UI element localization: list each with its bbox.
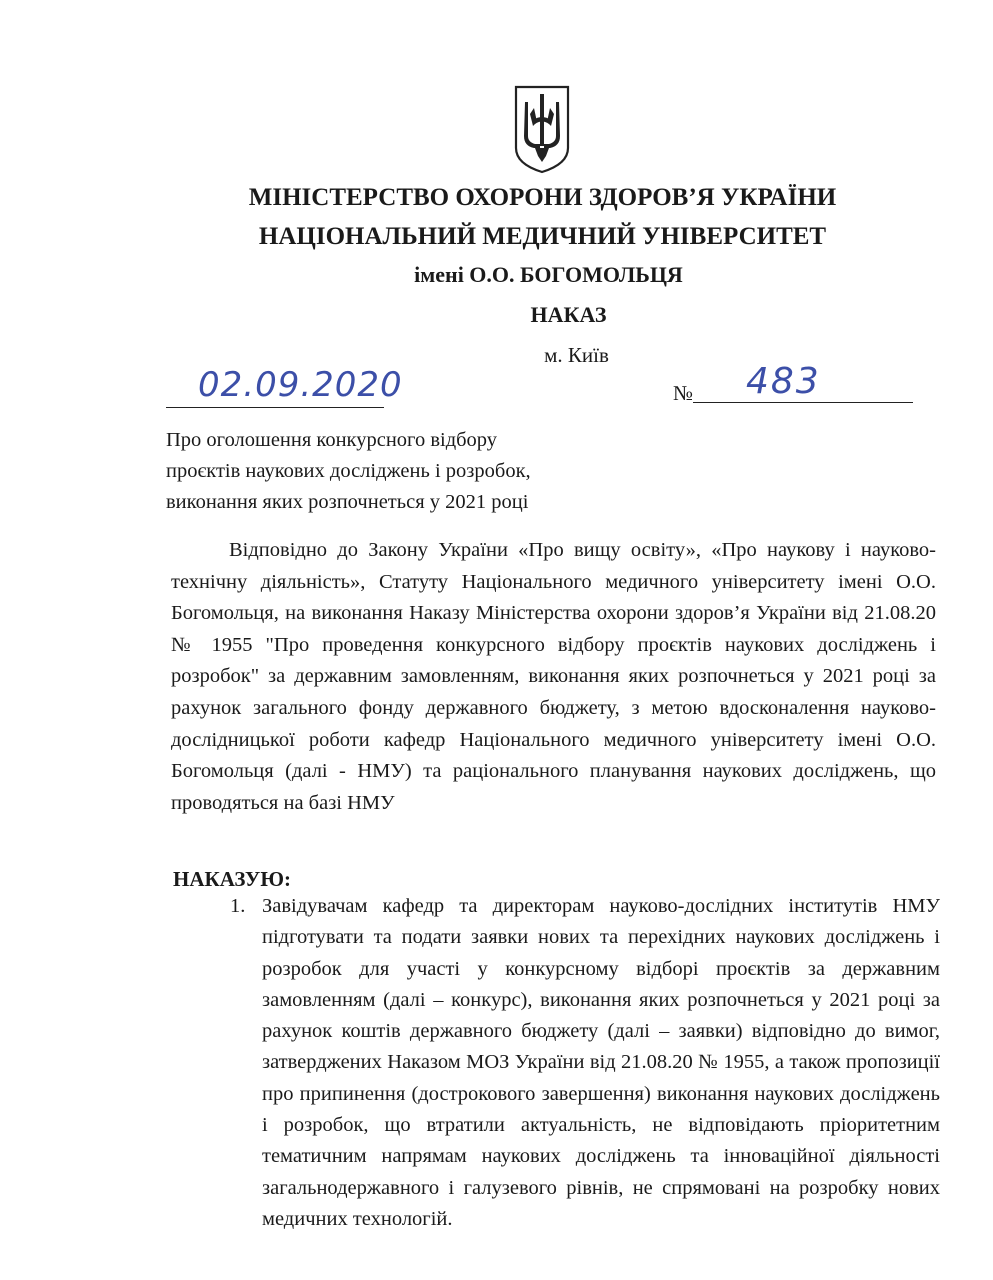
number-underline [693,402,913,403]
number-sign: № [673,381,694,405]
order-item-text: Завідувачам кафедр та директорам науково-дослідних інститутів НМУ підготувати та подати заявки нових та перехідних наукових досліджень і розробок для участі у конкурсному відборі проєктів за державним замовленням (далі – конкурс), виконання яких розпочнеться у 2021 році за рахунок коштів державного бюджету (далі – заявки) відповідно до вимог, затверджених Наказом МОЗ України від 21.08.20 № 1955, а також пропозиції про припинення (дострокового завершення) виконання наукових досліджень і розробок, що втратили актуальність, не відповідають пріоритетним тематичним напрямам наукових досліджень та інноваційної діяльності загальнодержавного і галузевого рівнів, не спрямовані на розробку нових медичних технологій. [262,895,940,1230]
ministry-title: МІНІСТЕРСТВО ОХОРОНИ ЗДОРОВ’Я УКРАЇНИ [248,184,837,211]
university-named-after: імені О.О. БОГОМОЛЬЦЯ [414,262,683,287]
handwritten-date: 02.09.2020 [198,365,403,405]
document-type: НАКАЗ [530,302,607,327]
order-item [230,891,940,1235]
handwritten-order-number: 483 [746,361,821,402]
university-title: НАЦІОНАЛЬНИЙ МЕДИЧНИЙ УНІВЕРСИТЕТ [258,223,827,250]
order-subject [166,425,531,518]
city-label: м. Київ [544,343,609,367]
tryzub-coat-of-arms-icon [513,84,571,174]
date-underline [166,407,384,408]
preamble-paragraph: Відповідно до Закону України «Про вищу освіту», «Про наукову і науково-технічну діяльність», Статуту Національного медичного університету імені О.О. Богомольця, на виконання Наказу Міністерства охорони здоров’я України від 21.08.20 № 1955 "Про проведення конкурсного відбору проєктів наукових досліджень і розробок" за державним замовленням, виконання яких розпочнеться у 2021 році за рахунок загального фонду державного бюджету, з метою вдосконалення науково-дослідницької роботи кафедр Національного медичного університету імені О.О. Богомольця (далі - НМУ) та раціонального планування наукових досліджень, що проводяться на базі НМУ [171,539,936,814]
subject-line: проєктів наукових досліджень і розробок, [166,460,531,482]
subject-line: Про оголошення конкурсного відбору [166,429,498,451]
orders-heading: НАКАЗУЮ: [173,867,291,891]
subject-line: виконання яких розпочнеться у 2021 році [166,491,529,513]
order-item-number: 1. [230,895,246,917]
